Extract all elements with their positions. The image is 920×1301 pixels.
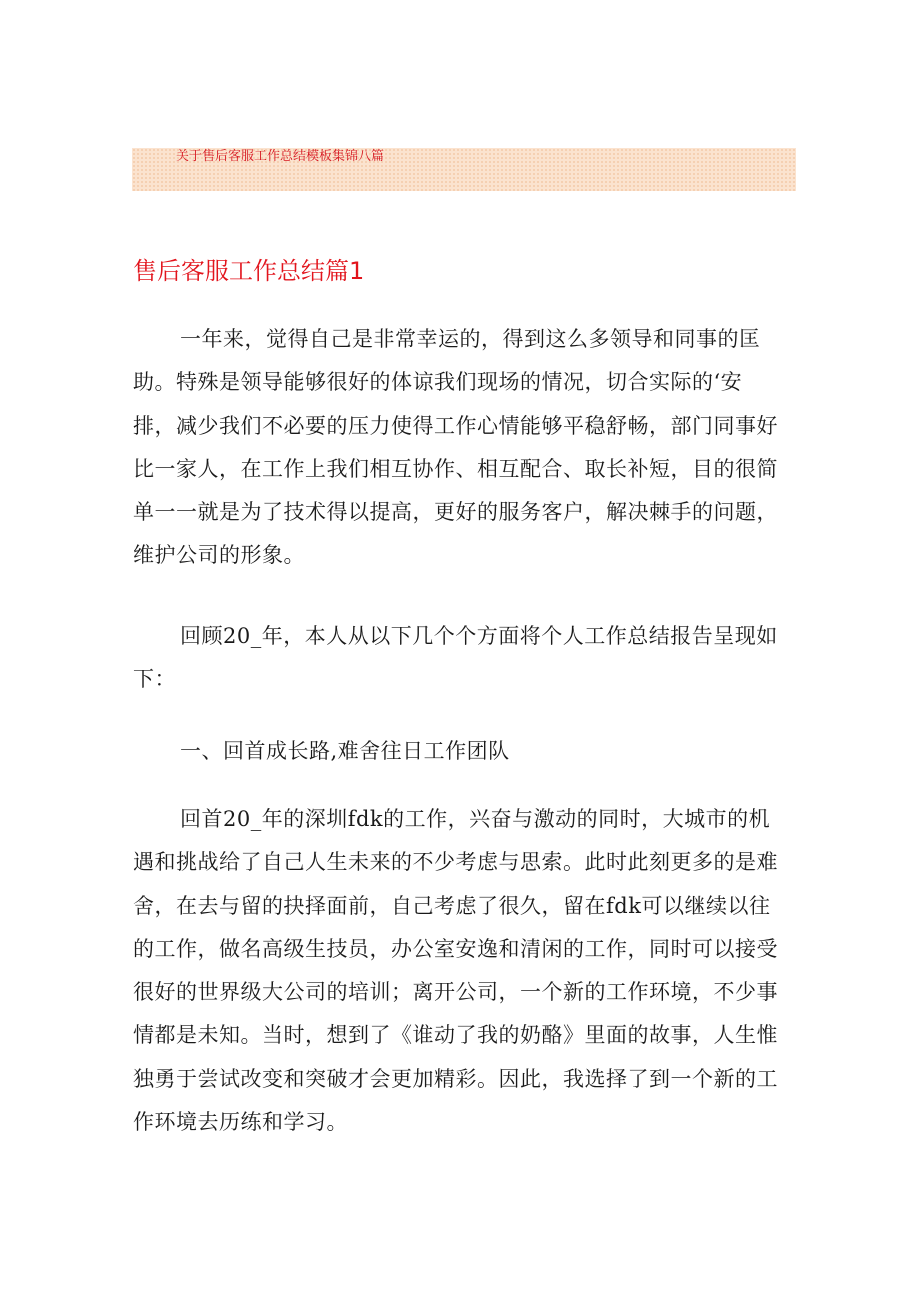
document-banner	[132, 148, 796, 191]
banner-title: 关于售后客服工作总结模板集锦八篇	[176, 149, 385, 164]
text-line: 排，减少我们不必要的压力使得工作心情能够平稳舒畅，部门同事好	[133, 413, 778, 438]
section-heading: 售后客服工作总结篇1	[133, 257, 365, 285]
subsection-heading	[133, 730, 793, 773]
text-line: 回首20_年的深圳fdk的工作，兴奋与激动的同时，大城市的机	[180, 807, 771, 831]
text-line: 维护公司的形象。	[133, 543, 305, 568]
text-line: 情都是未知。当时，想到了《谁动了我的奶酪》里面的故事，人生惟	[133, 1023, 778, 1048]
text-line: 作环境去历练和学习。	[133, 1110, 348, 1135]
paragraph-intro	[133, 318, 793, 578]
text-line: 单一一就是为了技术得以提高，更好的服务客户，解决棘手的问题，	[133, 500, 778, 525]
text-line: 比一家人，在工作上我们相互协作、相互配合、取长补短，目的很简	[133, 456, 778, 481]
text-line: 独勇于尝试改变和突破才会更加精彩。因此，我选择了到一个新的工	[133, 1066, 778, 1091]
text-line: 很好的世界级大公司的培训；离开公司，一个新的工作环境，不少事	[133, 980, 778, 1005]
text-line: 遇和挑战给了自己人生未来的不少考虑与思索。此时此刻更多的是难	[133, 850, 778, 875]
text-line: 回顾20_年，本人从以下几个个方面将个人工作总结报告呈现如	[180, 624, 778, 648]
text-line: 下：	[133, 667, 176, 692]
text-line: 助。特殊是领导能够很好的体谅我们现场的情况，切合实际的‘安	[133, 370, 743, 395]
text-line: 一、回首成长路,难舍往日工作团队	[180, 739, 510, 763]
text-line: 舍，在去与留的抉择面前，自己考虑了很久，留在fdk可以继续以往	[133, 893, 771, 918]
text-line: 一年来，觉得自己是非常幸运的，得到这么多领导和同事的匡	[180, 327, 761, 351]
text-line: 的工作，做名高级生技员，办公室安逸和清闲的工作，同时可以接受	[133, 936, 778, 961]
paragraph-review	[133, 615, 793, 702]
paragraph-body	[133, 798, 793, 1144]
